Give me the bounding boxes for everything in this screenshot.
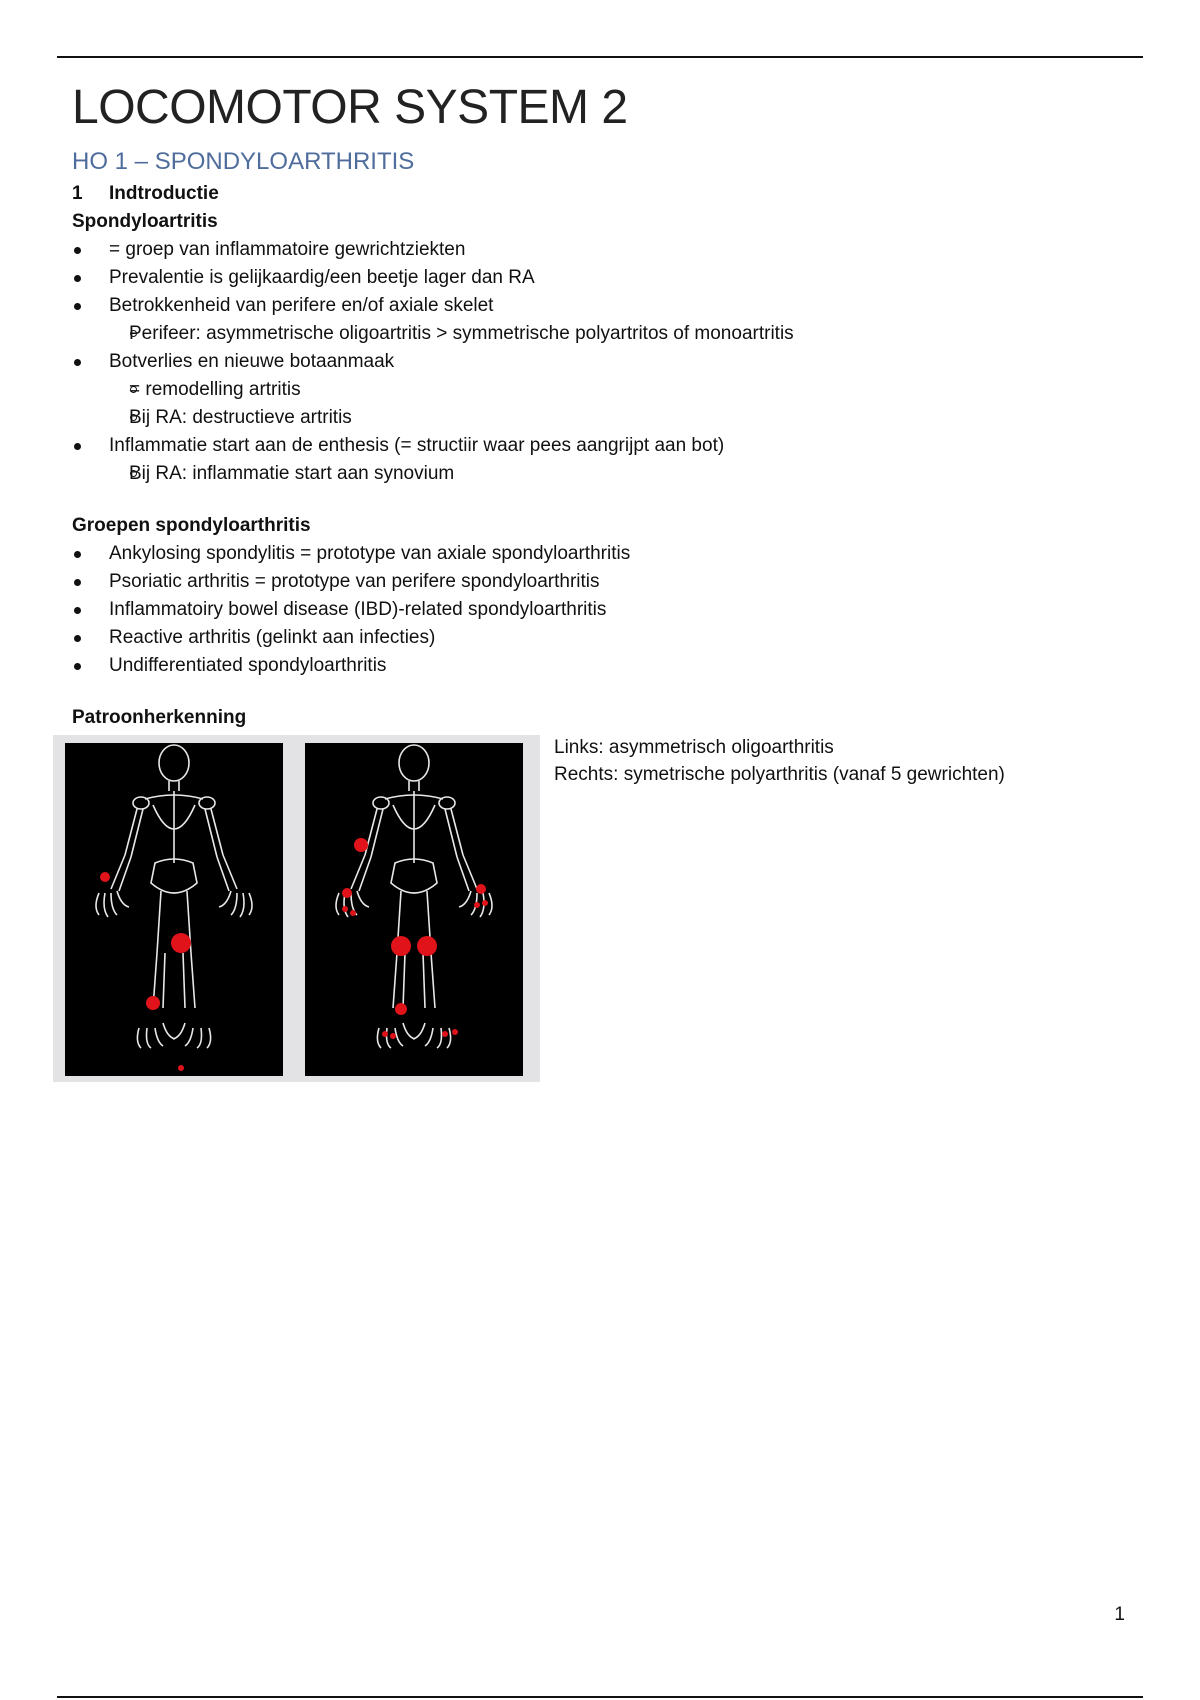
joint-wrist [100, 872, 110, 882]
list-item: Prevalentie is gelijkaardig/een beetje lager dan RA [72, 264, 1132, 292]
joint-wrist-right [476, 884, 486, 894]
joint-markers [342, 838, 488, 1039]
skeleton-outline [96, 745, 252, 1048]
subheading-groepen: Groepen spondyloarthritis [72, 515, 311, 536]
subheading-spondyloartritis: Spondyloartritis [72, 211, 218, 232]
list-item: Betrokkenheid van perifere en/of axiale skelet [72, 292, 1132, 320]
joint-markers [100, 872, 191, 1071]
joint-knee-right [417, 936, 437, 956]
header-rule [57, 56, 1143, 58]
joint-toe [442, 1031, 448, 1037]
spondyloartritis-list [72, 236, 1132, 320]
subheading-patroon: Patroonherkenning [72, 707, 247, 728]
skeleton-image-symmetric [305, 743, 523, 1076]
list-item: Ankylosing spondylitis = prototype van axiale spondyloarthritis [72, 540, 1132, 568]
joint-finger [474, 902, 480, 908]
sub-list-item: Bij RA: destructieve artritis [72, 404, 1132, 432]
chapter-heading: HO 1 – SPONDYLOARTHRITIS [72, 148, 415, 175]
skeleton-outline [336, 745, 492, 1048]
spondyloartritis-list-cont [72, 432, 1132, 460]
document-title: LOCOMOTOR SYSTEM 2 [72, 81, 628, 134]
sub-list-item: = remodelling artritis [72, 376, 1132, 404]
joint-knee-left [391, 936, 411, 956]
page-number: 1 [1114, 1604, 1125, 1625]
sublist [72, 376, 1132, 432]
joint-ankle [395, 1003, 407, 1015]
joint-wrist-left [342, 888, 352, 898]
list-item: Inflammatoiry bowel disease (IBD)-related spondyloarthritis [72, 596, 1132, 624]
skeleton-figure [53, 735, 540, 1082]
joint-ankle [146, 996, 160, 1010]
caption-right: Rechts: symetrische polyarthritis (vanaf 5 gewrichten) [554, 764, 1005, 785]
sublist [72, 320, 1132, 348]
joint-finger [482, 900, 488, 906]
list-item: Inflammatie start aan de enthesis (= structiir waar pees aangrijpt aan bot) [72, 432, 1132, 460]
groepen-list [72, 540, 1132, 680]
sub-list-item: Bij RA: inflammatie start aan synovium [72, 460, 1132, 488]
skeleton-image-asymmetric [65, 743, 283, 1076]
spondyloartritis-list-cont [72, 348, 1132, 376]
skeleton-drawing [65, 743, 283, 1076]
sub-list-item: Perifeer: asymmetrische oligoartritis > symmetrische polyartritos of monoartritis [72, 320, 1132, 348]
section-number: 1 [72, 183, 83, 204]
list-item: Undifferentiated spondyloarthritis [72, 652, 1132, 680]
sublist [72, 460, 1132, 488]
section-heading [72, 180, 1132, 208]
list-item: = groep van inflammatoire gewrichtziekten [72, 236, 1132, 264]
joint-knee [171, 933, 191, 953]
figure-caption [554, 734, 1005, 788]
joint-finger [350, 910, 356, 916]
joint-finger [342, 906, 348, 912]
page-content [72, 180, 1132, 732]
caption-left: Links: asymmetrisch oligoarthritis [554, 737, 834, 758]
joint-toe [390, 1033, 396, 1039]
joint-elbow [354, 838, 368, 852]
joint-toe [452, 1029, 458, 1035]
list-item: Botverlies en nieuwe botaanmaak [72, 348, 1132, 376]
footer-rule [57, 1696, 1143, 1698]
section-title: Indtroductie [109, 183, 219, 204]
joint-toe [178, 1065, 184, 1071]
list-item: Reactive arthritis (gelinkt aan infecties) [72, 624, 1132, 652]
joint-toe [382, 1031, 388, 1037]
skeleton-drawing [305, 743, 523, 1076]
list-item: Psoriatic arthritis = prototype van perifere spondyloarthritis [72, 568, 1132, 596]
